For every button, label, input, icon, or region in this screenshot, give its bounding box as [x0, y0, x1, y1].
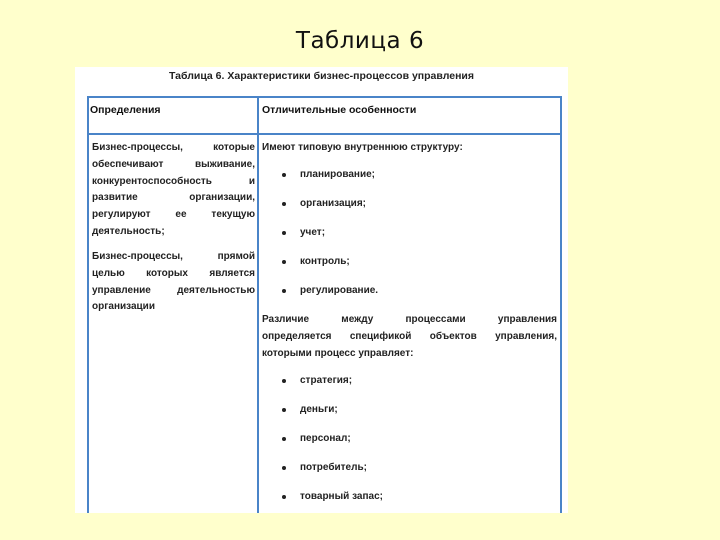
list-item-label: регулирование.: [300, 285, 379, 296]
list-item: [282, 491, 383, 502]
table-image: [75, 67, 568, 513]
bullet-icon: [282, 231, 286, 235]
column-divider: [257, 96, 259, 513]
table-caption: Таблица 6. Характеристики бизнес-процессов управления: [169, 70, 474, 82]
definition-1-line: деятельность;: [92, 225, 165, 237]
list-item-label: стратегия;: [300, 375, 353, 386]
list-item: [282, 198, 366, 209]
table-left-border: [87, 96, 89, 513]
list-item: [282, 227, 325, 238]
definition-2-line: целью которых является: [92, 267, 255, 279]
difference-line: которыми процесс управляет:: [262, 347, 414, 359]
definition-2: [92, 249, 255, 316]
list-item-label: товарный запас;: [300, 491, 383, 502]
bullet-icon: [282, 408, 286, 412]
definition-1-line: Бизнес-процессы, которые: [92, 142, 255, 153]
list-item-label: персонал;: [300, 433, 351, 444]
list-item-label: потребитель;: [300, 462, 367, 473]
bullet-icon: [282, 466, 286, 470]
list-item-label: организация;: [300, 198, 366, 209]
bullet-icon: [282, 202, 286, 206]
list-item: [282, 256, 350, 267]
bullet-icon: [282, 260, 286, 264]
slide-title: Таблица 6: [295, 28, 425, 54]
bullet-icon: [282, 495, 286, 499]
header-features: Отличительные особенности: [262, 104, 417, 116]
list-item: [282, 169, 375, 180]
list-item-label: учет;: [300, 227, 326, 238]
difference-line: Различие между процессами управления: [262, 314, 557, 325]
definition-2-line: организации: [92, 301, 155, 313]
header-definitions: Определения: [90, 104, 161, 116]
definition-2-line: управление деятельностью: [92, 284, 255, 296]
list-item: [282, 375, 352, 386]
header-bottom-border: [87, 133, 562, 135]
list-item: [282, 433, 351, 444]
list-item-label: деньги;: [300, 404, 338, 415]
bullet-icon: [282, 379, 286, 383]
list-item: [282, 285, 378, 296]
definition-1-line: регулируют ее текущую: [92, 209, 255, 221]
definition-1-line: конкурентоспособность и: [92, 175, 255, 187]
bullet-icon: [282, 289, 286, 293]
definition-2-line: Бизнес-процессы, прямой: [92, 251, 255, 262]
bullet-icon: [282, 437, 286, 441]
difference-line: определяется спецификой объектов управления,: [262, 330, 557, 342]
list-item: [282, 462, 367, 473]
structure-intro: Имеют типовую внутреннюю структуру:: [262, 142, 463, 153]
bullet-icon: [282, 173, 286, 177]
difference-text: [262, 312, 557, 362]
list-item: [282, 404, 338, 415]
list-item-label: контроль;: [300, 256, 350, 267]
table-top-border: [87, 96, 562, 98]
definition-1-line: развитие организации,: [92, 192, 255, 204]
definition-1: [92, 140, 255, 241]
definition-1-line: обеспечивают выживание,: [92, 158, 255, 170]
table-right-border: [560, 96, 562, 513]
list-item-label: планирование;: [300, 169, 376, 180]
